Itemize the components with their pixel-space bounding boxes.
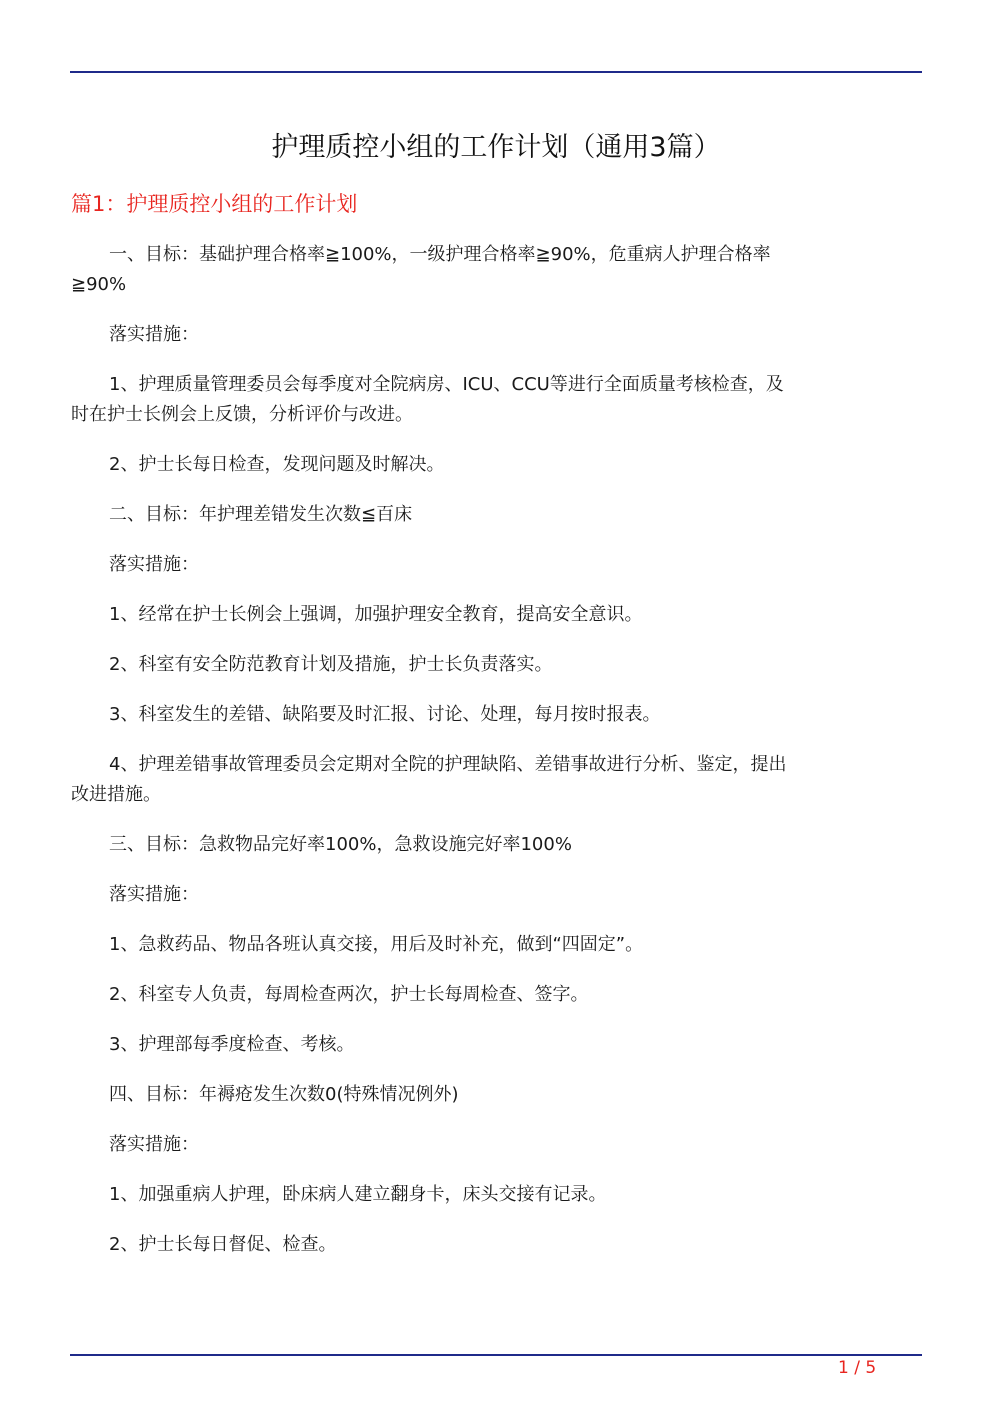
header-rule: [70, 71, 922, 73]
section-heading: 篇1：护理质控小组的工作计划: [71, 192, 358, 216]
paragraph: 1、经常在护士长例会上强调，加强护理安全教育，提高安全意识。: [109, 604, 643, 625]
paragraph: 1、护理质量管理委员会每季度对全院病房、ICU、CCU等进行全面质量考核检查，及时在护士长例会上反馈，分析评价与改进。: [71, 374, 784, 425]
paragraph: 四、目标：年褥疮发生次数0(特殊情况例外): [109, 1084, 459, 1105]
footer-rule: [70, 1354, 922, 1356]
document-body: [71, 240, 791, 1280]
paragraph: 2、科室有安全防范教育计划及措施，护士长负责落实。: [109, 654, 553, 675]
paragraph: 2、护士长每日检查，发现问题及时解决。: [109, 454, 445, 475]
paragraph: 2、护士长每日督促、检查。: [109, 1234, 337, 1255]
paragraph: 落实措施：: [109, 324, 199, 345]
paragraph: 落实措施：: [109, 1134, 199, 1155]
paragraph: 落实措施：: [109, 554, 199, 575]
paragraph: 二、目标：年护理差错发生次数≦百床: [109, 504, 413, 525]
paragraph: 3、科室发生的差错、缺陷要及时汇报、讨论、处理，每月按时报表。: [109, 704, 661, 725]
paragraph: 4、护理差错事故管理委员会定期对全院的护理缺陷、差错事故进行分析、鉴定，提出改进措施。: [71, 754, 787, 805]
paragraph: 1、急救药品、物品各班认真交接，用后及时补充，做到“四固定”。: [109, 934, 644, 955]
page-indicator: 1 / 5: [838, 1358, 877, 1378]
paragraph: 2、科室专人负责，每周检查两次，护士长每周检查、签字。: [109, 984, 589, 1005]
paragraph: 一、目标：基础护理合格率≧100%，一级护理合格率≧90%，危重病人护理合格率≧90%: [71, 244, 771, 295]
paragraph: 落实措施：: [109, 884, 199, 905]
document-title: 护理质控小组的工作计划（通用3篇）: [271, 132, 721, 163]
paragraph: 3、护理部每季度检查、考核。: [109, 1034, 355, 1055]
paragraph: 三、目标：急救物品完好率100%，急救设施完好率100%: [109, 834, 572, 855]
paragraph: 1、加强重病人护理，卧床病人建立翻身卡，床头交接有记录。: [109, 1184, 607, 1205]
